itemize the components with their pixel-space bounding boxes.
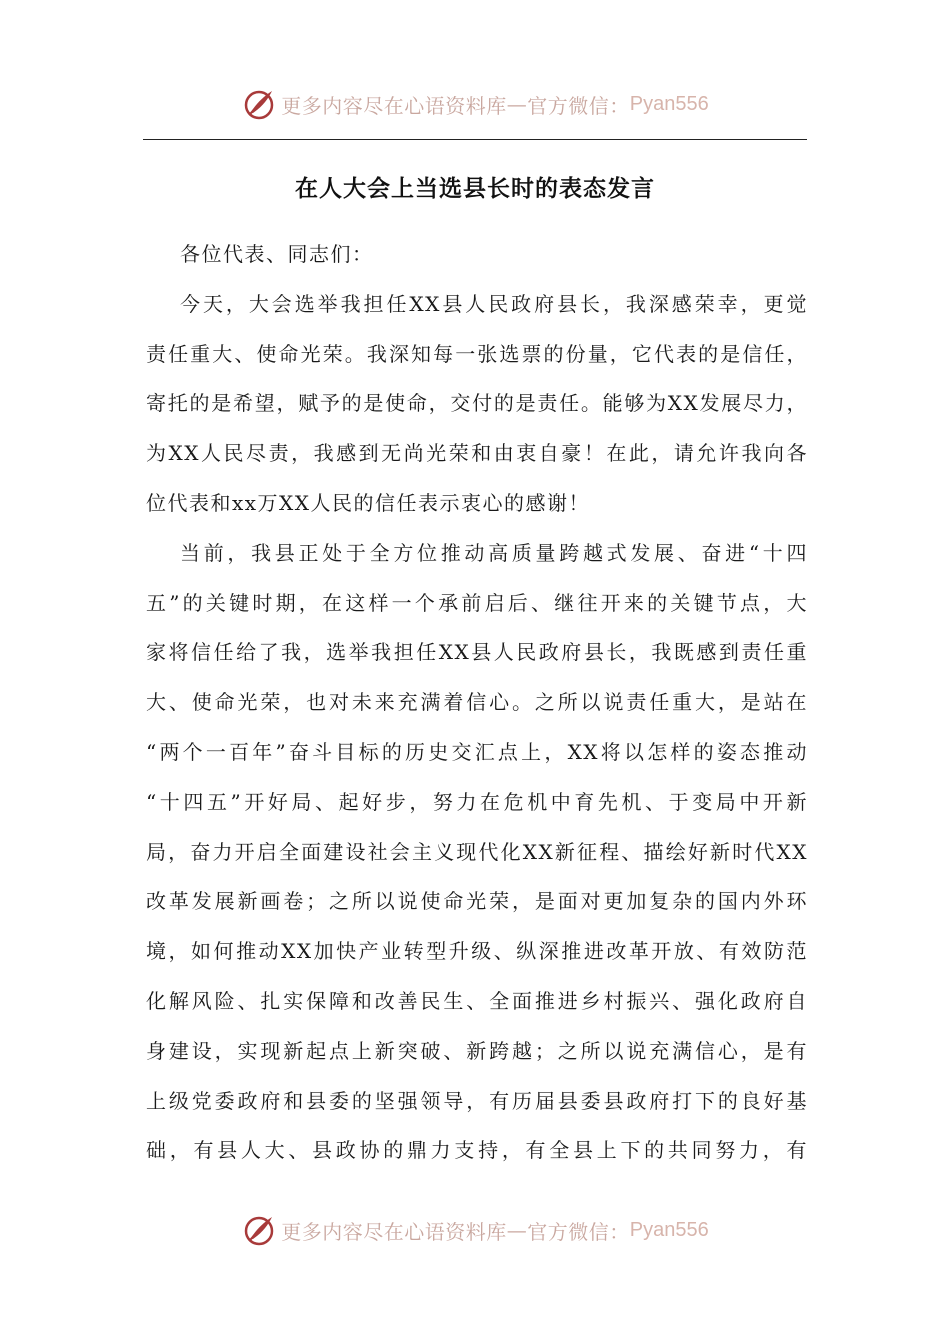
- text-line: 大、使命光荣，也对未来充满着信心。之所以说责任重大，是站在: [146, 690, 808, 715]
- quill-logo-icon: [241, 1212, 277, 1248]
- text-line: 础，有县人大、县政协的鼎力支持，有全县上下的共同努力，有: [146, 1138, 808, 1163]
- text-line: 位代表和xx万XX人民的信任表示衷心的感谢！: [146, 490, 591, 515]
- header-banner-separator: —: [506, 92, 528, 116]
- text-line: 为XX人民尽责，我感到无尚光荣和由衷自豪！在此，请允许我向各: [146, 441, 808, 466]
- footer-banner-text: 更多内容尽在心语资料库: [281, 1219, 507, 1244]
- text-line: “十四五”开好局、起好步，努力在危机中育先机、于变局中开新: [146, 789, 808, 814]
- text-line: 今天，大会选举我担任XX县人民政府县长，我深感荣幸，更觉: [180, 291, 808, 316]
- text-line: 责任重大、使命光荣。我深知每一张选票的份量，它代表的是信任，: [146, 341, 808, 366]
- footer-banner: [0, 1208, 950, 1252]
- text-line: 化解风险、扎实保障和改善民生、全面推进乡村振兴、强化政府自: [146, 988, 808, 1013]
- document-body: [146, 230, 808, 1176]
- text-line: “两个一百年”奋斗目标的历史交汇点上，XX将以怎样的姿态推动: [146, 739, 808, 764]
- header-banner: [0, 82, 950, 126]
- text-line: 寄托的是希望，赋予的是使命，交付的是责任。能够为XX发展尽力，: [146, 391, 808, 416]
- quill-logo-icon: [241, 86, 277, 122]
- text-line: 当前，我县正处于全方位推动高质量跨越式发展、奋进“十四: [180, 540, 808, 565]
- footer-wechat-label: 官方微信：: [527, 1219, 630, 1244]
- text-line: 上级党委政府和县委的坚强领导，有历届县委县政府打下的良好基: [146, 1088, 808, 1113]
- text-line: 家将信任给了我，选举我担任XX县人民政府县长，我既感到责任重: [146, 640, 808, 665]
- header-wechat-label: 官方微信：: [527, 93, 630, 118]
- footer-wechat-id: Pyan556: [629, 1218, 709, 1241]
- header-wechat-id: Pyan556: [629, 92, 709, 115]
- footer-banner-separator: —: [506, 1218, 528, 1242]
- header-banner-text: 更多内容尽在心语资料库: [281, 93, 507, 118]
- text-line: 五”的关键时期，在这样一个承前启后、继往开来的关键节点，大: [146, 590, 808, 615]
- text-line: 局，奋力开启全面建设社会主义现代化XX新征程、描绘好新时代XX: [146, 839, 808, 864]
- text-line: 各位代表、同志们：: [180, 242, 374, 266]
- text-line: 身建设，实现新起点上新突破、新跨越；之所以说充满信心，是有: [146, 1038, 808, 1063]
- text-line: 境，如何推动XX加快产业转型升级、纵深推进改革开放、有效防范: [146, 939, 808, 964]
- header-divider: [143, 139, 807, 140]
- document-title: 在人大会上当选县长时的表态发言: [295, 175, 655, 202]
- text-line: 改革发展新画卷；之所以说使命光荣，是面对更加复杂的国内外环: [146, 889, 808, 914]
